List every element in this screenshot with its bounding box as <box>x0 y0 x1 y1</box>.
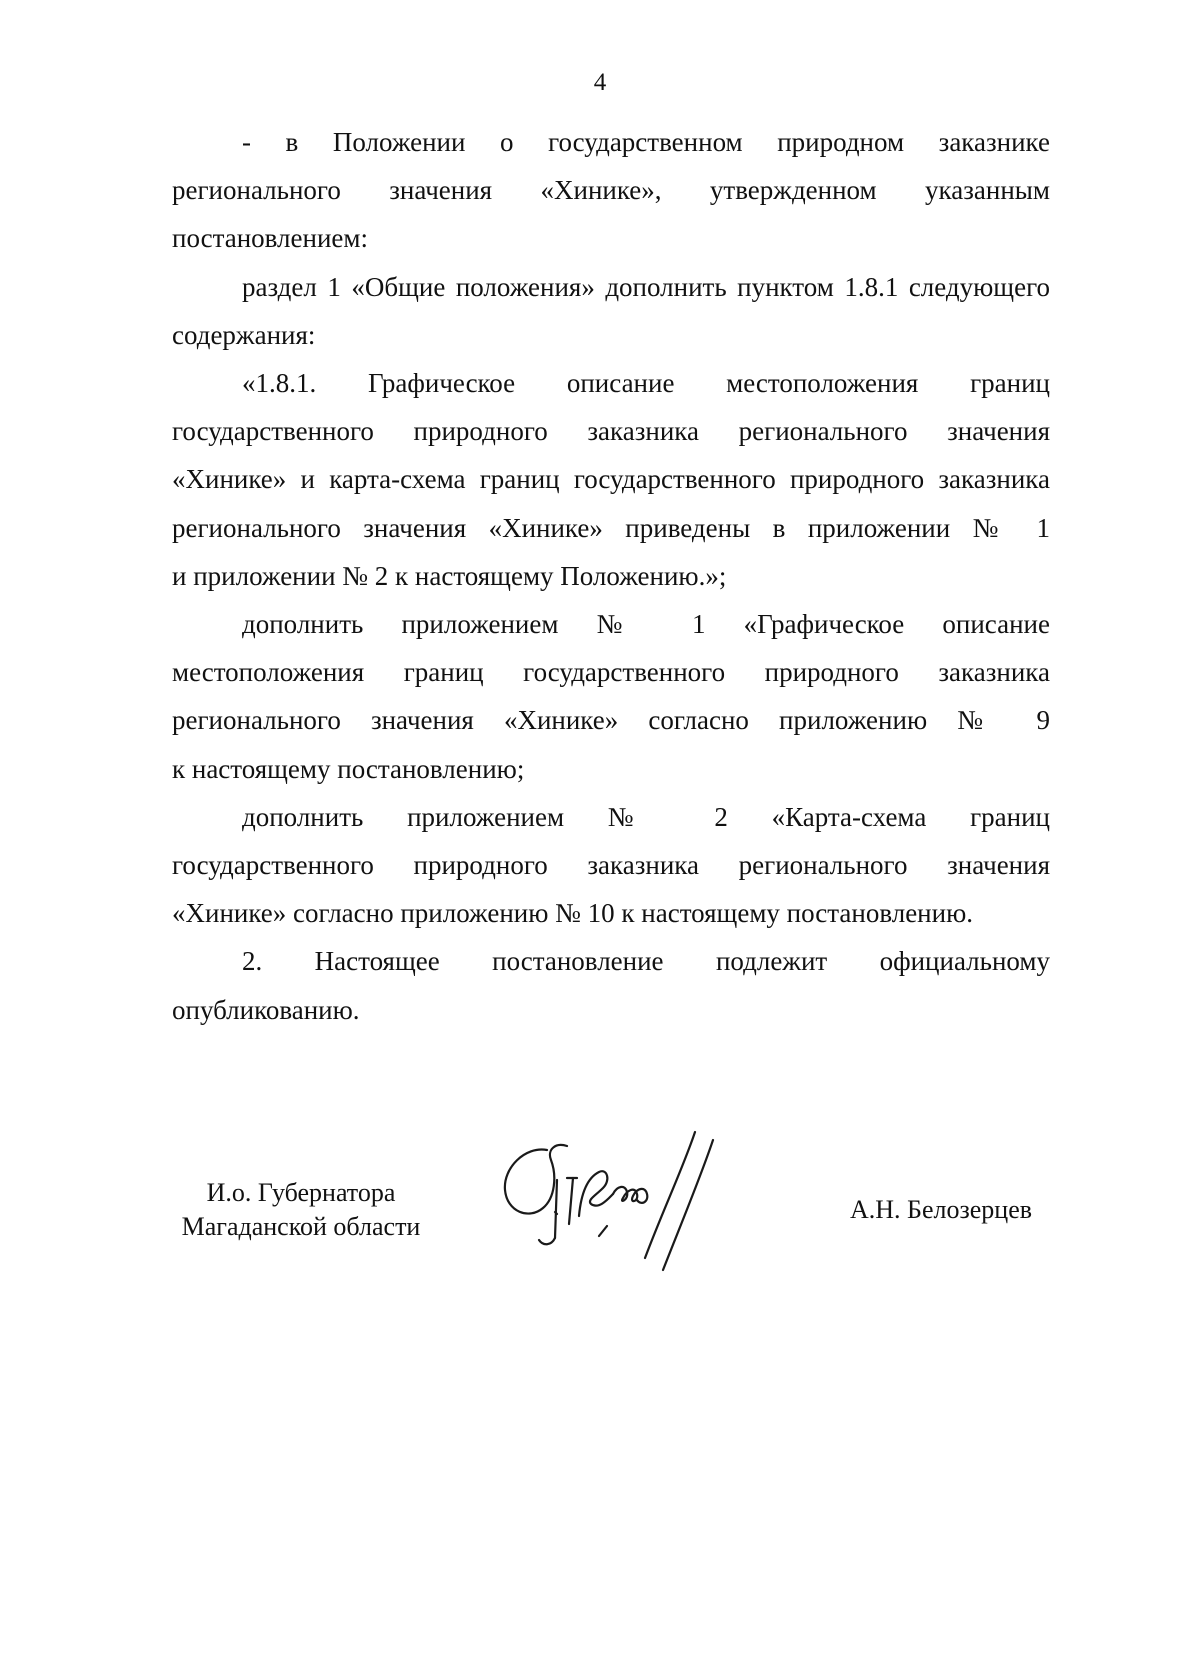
text-line: «Хинике» и карта-схема границ государственного природного заказника <box>172 464 1050 495</box>
text-line: опубликованию. <box>172 994 360 1025</box>
page-number: 4 <box>593 69 607 96</box>
text-line: регионального значения «Хинике» согласно приложению № 9 <box>172 705 1050 736</box>
text-line: дополнить приложением № 2 «Карта-схема границ <box>242 801 1050 832</box>
text-line: местоположения границ государственного природного заказника <box>172 657 1050 688</box>
text-line: «Хинике» согласно приложению № 10 к настоящему постановлению. <box>172 898 973 929</box>
text-line: раздел 1 «Общие положения» дополнить пунктом 1.8.1 следующего <box>242 271 1050 302</box>
text-line: - в Положении о государственном природном заказнике <box>242 127 1050 157</box>
signatory-position-line: Магаданской области <box>181 1212 421 1241</box>
text-line: и приложении № 2 к настоящему Положению.»; <box>172 560 727 591</box>
text-line: содержания: <box>172 319 316 350</box>
text-line: государственного природного заказника регионального значения <box>172 850 1050 881</box>
text-line: государственного природного заказника регионального значения <box>172 416 1050 447</box>
text-line: 2. Настоящее постановление подлежит официальному <box>242 946 1050 977</box>
signatory-position-line: И.о. Губернатора <box>206 1178 396 1207</box>
text-line: дополнить приложением № 1 «Графическое описание <box>242 609 1050 640</box>
handwritten-signature <box>495 1128 735 1278</box>
text-line: «1.8.1. Графическое описание местоположения границ <box>242 368 1050 399</box>
text-line: регионального значения «Хинике», утвержденном указанным <box>172 175 1050 206</box>
text-line: регионального значения «Хинике» приведены в приложении № 1 <box>172 512 1050 543</box>
text-line: постановлением: <box>172 223 368 254</box>
signatory-name: А.Н. Белозерцев <box>850 1195 1033 1224</box>
text-line: к настоящему постановлению; <box>172 753 525 784</box>
signatory-position <box>170 1176 432 1244</box>
